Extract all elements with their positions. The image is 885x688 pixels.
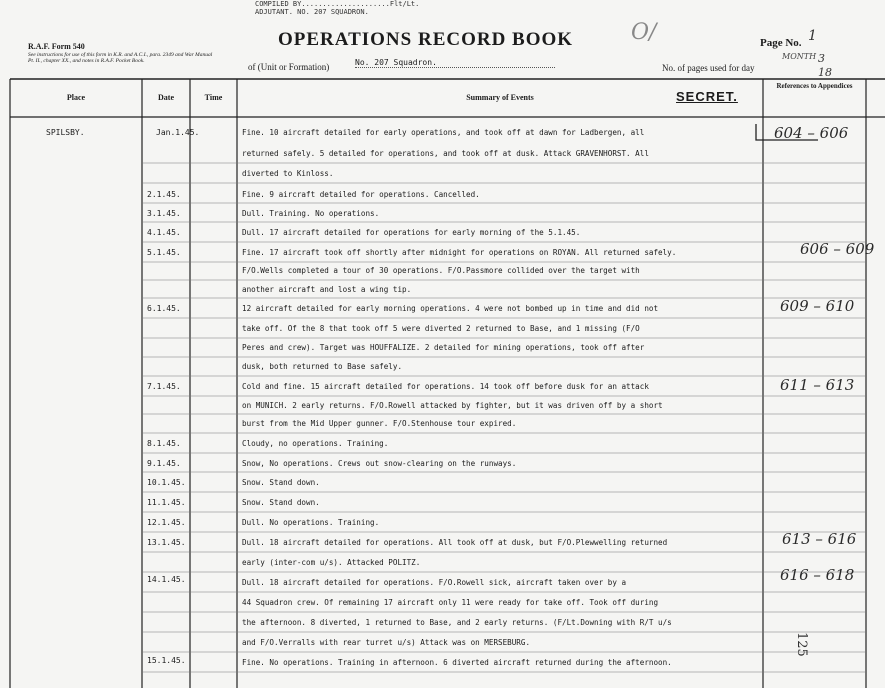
summary-line: diverted to Kinloss. [242,169,334,178]
form-number: R.A.F. Form 540 [28,42,85,51]
col-header-time: Time [204,93,223,102]
col-header-place: Place [66,93,86,102]
summary-line: Dull. Training. No operations. [242,209,380,218]
date-cell: 12.1.45. [147,518,186,527]
summary-line: F/O.Wells completed a tour of 30 operations. F/O.Passmore collided over the target with [242,266,640,275]
summary-line: and F/O.Verralls with rear turret u/s) Attack was on MERSEBURG. [242,638,531,647]
unit-value: No. 207 Squadron. [355,58,555,68]
page-number-label: Page No. [760,37,802,49]
place-value: SPILSBY. [46,128,85,137]
summary-line: Snow. Stand down. [242,498,320,507]
summary-line: Dull. 17 aircraft detailed for operations for early morning of the 5.1.45. [242,228,581,237]
page-title: OPERATIONS RECORD BOOK [278,29,574,50]
date-cell: 11.1.45. [147,498,186,507]
date-cell: 14.1.45. [147,575,186,584]
summary-line: Cold and fine. 15 aircraft detailed for operations. 14 took off before dusk for an attack [242,382,649,391]
unit-label: of (Unit or Formation) [248,62,330,72]
summary-line: the afternoon. 8 diverted, 1 returned to Base, and 2 early returns. (F/Lt.Downing with R/T u/s [242,618,672,627]
summary-line: Fine. 10 aircraft detailed for early operations, and took off at dawn for Ladbergen, all [242,128,645,137]
reference-note: 609 – 610 [780,297,855,315]
adjutant-line: ADJUTANT. NO. 207 SQUADRON. [255,8,369,16]
summary-line: Snow, No operations. Crews out snow-clearing on the runways. [242,459,517,468]
date-cell: 10.1.45. [147,478,186,487]
summary-line: early (inter-com u/s). Attacked POLITZ. [242,558,421,567]
date-cell: 5.1.45. [147,248,181,257]
month-value: 3 [818,52,825,65]
col-header-date: Date [158,93,174,102]
compiled-line: COMPILED BY.....................Flt/Lt. [255,0,420,8]
handwritten-mark: O/ [631,20,657,45]
summary-line: Cloudy, no operations. Training. [242,439,389,448]
col-header-references: References to Appendices [776,82,853,90]
summary-line: on MUNICH. 2 early returns. F/O.Rowell attacked by fighter, but it was driven off by a short [242,401,663,410]
summary-line: Fine. No operations. Training in afternoon. 6 diverted aircraft returned during the afternoon. [242,658,672,667]
summary-line: Fine. 17 aircraft took off shortly after midnight for operations on ROYAN. All returned safely. [242,248,677,257]
pages-value: 18 [818,66,832,79]
month-label: MONTH [782,52,817,61]
reference-note: 613 – 616 [782,530,857,548]
summary-line: 12 aircraft detailed for early morning operations. 4 were not bombed up in time and did not [242,304,659,313]
summary-line: dusk, both returned to Base safely. [242,362,403,371]
pages-used-label: No. of pages used for day [662,63,755,73]
summary-line: Snow. Stand down. [242,478,320,487]
summary-line: Dull. No operations. Training. [242,518,380,527]
reference-note: 606 – 609 [800,240,875,258]
date-cell: 2.1.45. [147,190,181,199]
summary-line: burst from the Mid Upper gunner. F/O.Stenhouse tour expired. [242,419,517,428]
date-cell: 15.1.45. [147,656,186,665]
summary-line: Dull. 18 aircraft detailed for operations. F/O.Rowell sick, aircraft taken over by a [242,578,627,587]
date-cell: 9.1.45. [147,459,181,468]
date-cell: 4.1.45. [147,228,181,237]
reference-note: 611 – 613 [780,376,855,394]
secret-stamp: SECRET. [676,89,738,104]
date-cell: 6.1.45. [147,304,181,313]
summary-line: Dull. 18 aircraft detailed for operations. All took off at dusk, but F/O.Plewwelling returned [242,538,668,547]
date-cell: 13.1.45. [147,538,186,547]
reference-note: 604 – 606 [774,124,849,142]
summary-line: 44 Squadron crew. Of remaining 17 aircraft only 11 were ready for take off. Took off during [242,598,659,607]
reference-note: 616 – 618 [780,566,855,584]
col-header-summary: Summary of Events [466,93,534,102]
summary-line: another aircraft and lost a wing tip. [242,285,412,294]
page-number-value: 1 [808,28,817,44]
summary-line: Fine. 9 aircraft detailed for operations. Cancelled. [242,190,480,199]
form-instructions: See instructions for use of this form in K.R. and A.C.I., para. 2349 and War Manual Pt. II., chapter XX., and notes in R.A.F. Pocket Book. [28,52,213,64]
summary-line: take off. Of the 8 that took off 5 were diverted 2 returned to Base, and 1 missing (F/O [242,324,640,333]
date-cell: 7.1.45. [147,382,181,391]
date-cell: 8.1.45. [147,439,181,448]
summary-line: Peres and crew). Target was HOUFFALIZE. 2 detailed for mining operations, took off after [242,343,645,352]
summary-line: returned safely. 5 detailed for operations, and took off at dusk. Attack GRAVENHORST. All [242,149,649,158]
date-cell: 3.1.45. [147,209,181,218]
folio-number: 125 [794,632,809,657]
date-cell: Jan.1.45. [156,128,200,137]
